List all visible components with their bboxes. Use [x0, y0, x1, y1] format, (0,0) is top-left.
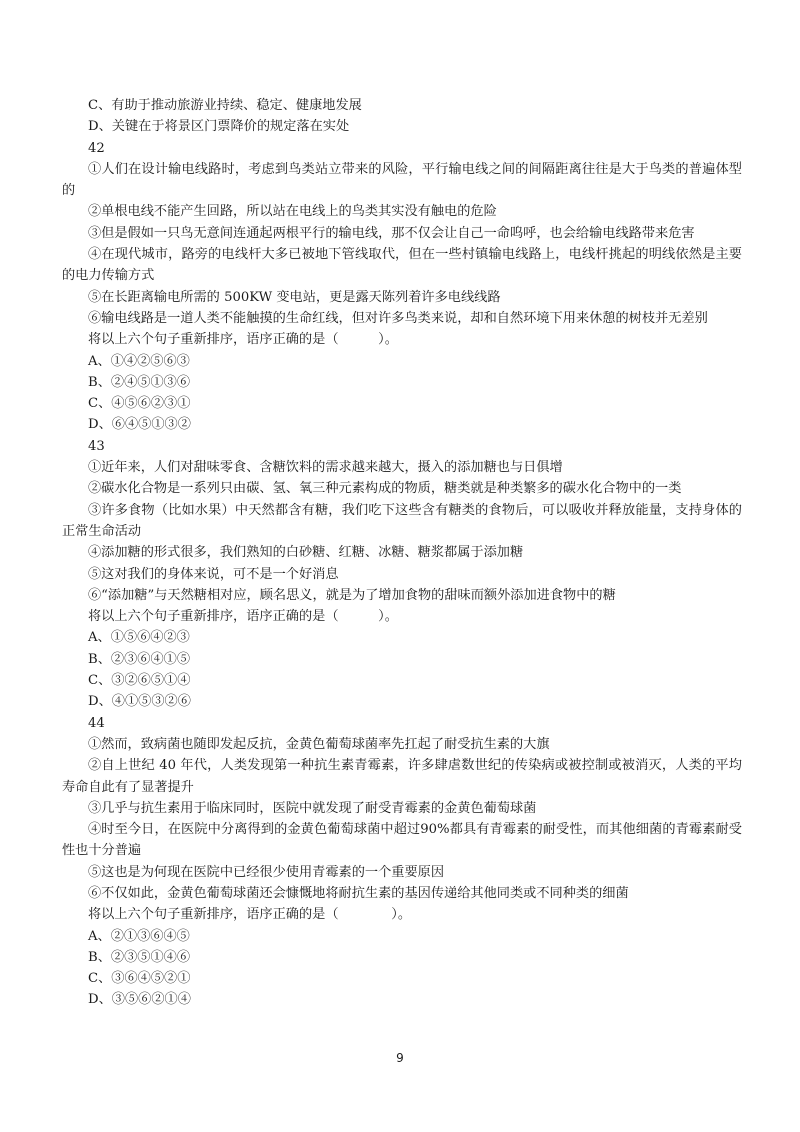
sentence: ①然而，致病菌也随即发起反抗，金黄色葡萄球菌率先扛起了耐受抗生素的大旗	[88, 736, 550, 752]
sentence: ⑤在长距离输电所需的 500KW 变电站，更是露天陈列着许多电线线路	[88, 289, 501, 305]
question-44	[62, 713, 742, 1011]
answer-option: B、②③⑤①④⑥	[88, 949, 191, 965]
question-42	[62, 138, 742, 436]
question-number: 43	[88, 438, 105, 454]
answer-option: C、③②⑥⑤①④	[88, 673, 191, 689]
question-prompt: 将以上六个句子重新排序，语序正确的是（ ）。	[88, 907, 412, 923]
option-c: C、有助于推动旅游业持续、稳定、健康地发展	[88, 98, 362, 113]
sentence: ③许多食物（比如水果）中天然都含有糖，我们吃下这些含有糖类的食物后，可以吸收并释放能量，支持身体的正常生命活动	[62, 502, 742, 539]
sentence: ⑤这对我们的身体来说，可不是一个好消息	[88, 566, 339, 582]
sentence: ⑥不仅如此，金黄色葡萄球菌还会慷慨地将耐抗生素的基因传递给其他同类或不同种类的细菌	[88, 885, 629, 901]
sentence: ⑤这也是为何现在医院中已经很少使用青霉素的一个重要原因	[88, 864, 445, 880]
question-43	[62, 436, 742, 713]
answer-option: C、④⑤⑥②③①	[88, 396, 191, 412]
sentence: ③几乎与抗生素用于临床同时，医院中就发现了耐受青霉素的金黄色葡萄球菌	[88, 800, 537, 816]
question-number: 42	[88, 140, 105, 156]
sentence: ②自上世纪 40 年代，人类发现第一种抗生素青霉素，许多肆虐数世纪的传染病或被控制或被消灭，人类的平均寿命自此有了显著提升	[62, 758, 742, 795]
option-d: D、关键在于将景区门票降价的规定落在实处	[88, 119, 350, 135]
answer-option: B、②③⑥④①⑤	[88, 651, 191, 667]
question-number: 44	[88, 715, 105, 731]
sentence: ⑥输电线路是一道人类不能触摸的生命红线，但对许多鸟类来说，却和自然环境下用来休憩的树枝并无差别	[88, 310, 708, 326]
answer-option: D、③⑤⑥②①④	[88, 992, 191, 1008]
sentence: ①人们在设计输电线路时，考虑到鸟类站立带来的风险，平行输电线之间的间隔距离往往是大于鸟类的普遍体型的	[62, 161, 742, 199]
sentence: ④添加糖的形式很多，我们熟知的白砂糖、红糖、冰糖、糖浆都属于添加糖	[88, 545, 524, 561]
sentence: ⑥“添加糖”与天然糖相对应，顾名思义，就是为了增加食物的甜味而额外添加进食物中的糖	[88, 587, 616, 603]
answer-option: A、①⑤⑥④②③	[88, 630, 190, 646]
sentence: ②碳水化合物是一系列只由碳、氢、氧三种元素构成的物质，糖类就是种类繁多的碳水化合物中的一类	[88, 481, 682, 497]
answer-option: A、①④②⑤⑥③	[88, 353, 190, 369]
page-number: 9	[396, 1051, 404, 1065]
answer-option: D、⑥④⑤①③②	[88, 417, 191, 433]
answer-option: D、④①⑤③②⑥	[88, 694, 191, 710]
answer-option: A、②①③⑥④⑤	[88, 928, 190, 944]
answer-option: B、②④⑤①③⑥	[88, 374, 191, 390]
sentence: ④在现代城市，路旁的电线杆大多已被地下管线取代，但在一些村镇输电线路上，电线杆挑起的明线依然是主要的电力传输方式	[62, 247, 742, 284]
sentence: ①近年来，人们对甜味零食、含糖饮料的需求越来越大，摄入的添加糖也与日俱增	[88, 460, 563, 476]
answer-option: C、③⑥④⑤②①	[88, 971, 191, 987]
question-prompt: 将以上六个句子重新排序，语序正确的是（ ）。	[88, 609, 398, 625]
sentence: ②单根电线不能产生回路，所以站在电线上的鸟类其实没有触电的危险	[88, 204, 497, 220]
sentence: ③但是假如一只鸟无意间连通起两根平行的输电线，那不仅会让自己一命呜呼，也会给输电线路带来危害	[88, 225, 695, 241]
document-body	[62, 95, 742, 1011]
sentence: ④时至今日，在医院中分离得到的金黄色葡萄球菌中超过90%都具有青霉素的耐受性，而其他细菌的青霉素耐受性也十分普遍	[62, 822, 742, 859]
question-prompt: 将以上六个句子重新排序，语序正确的是（ ）。	[88, 332, 398, 348]
